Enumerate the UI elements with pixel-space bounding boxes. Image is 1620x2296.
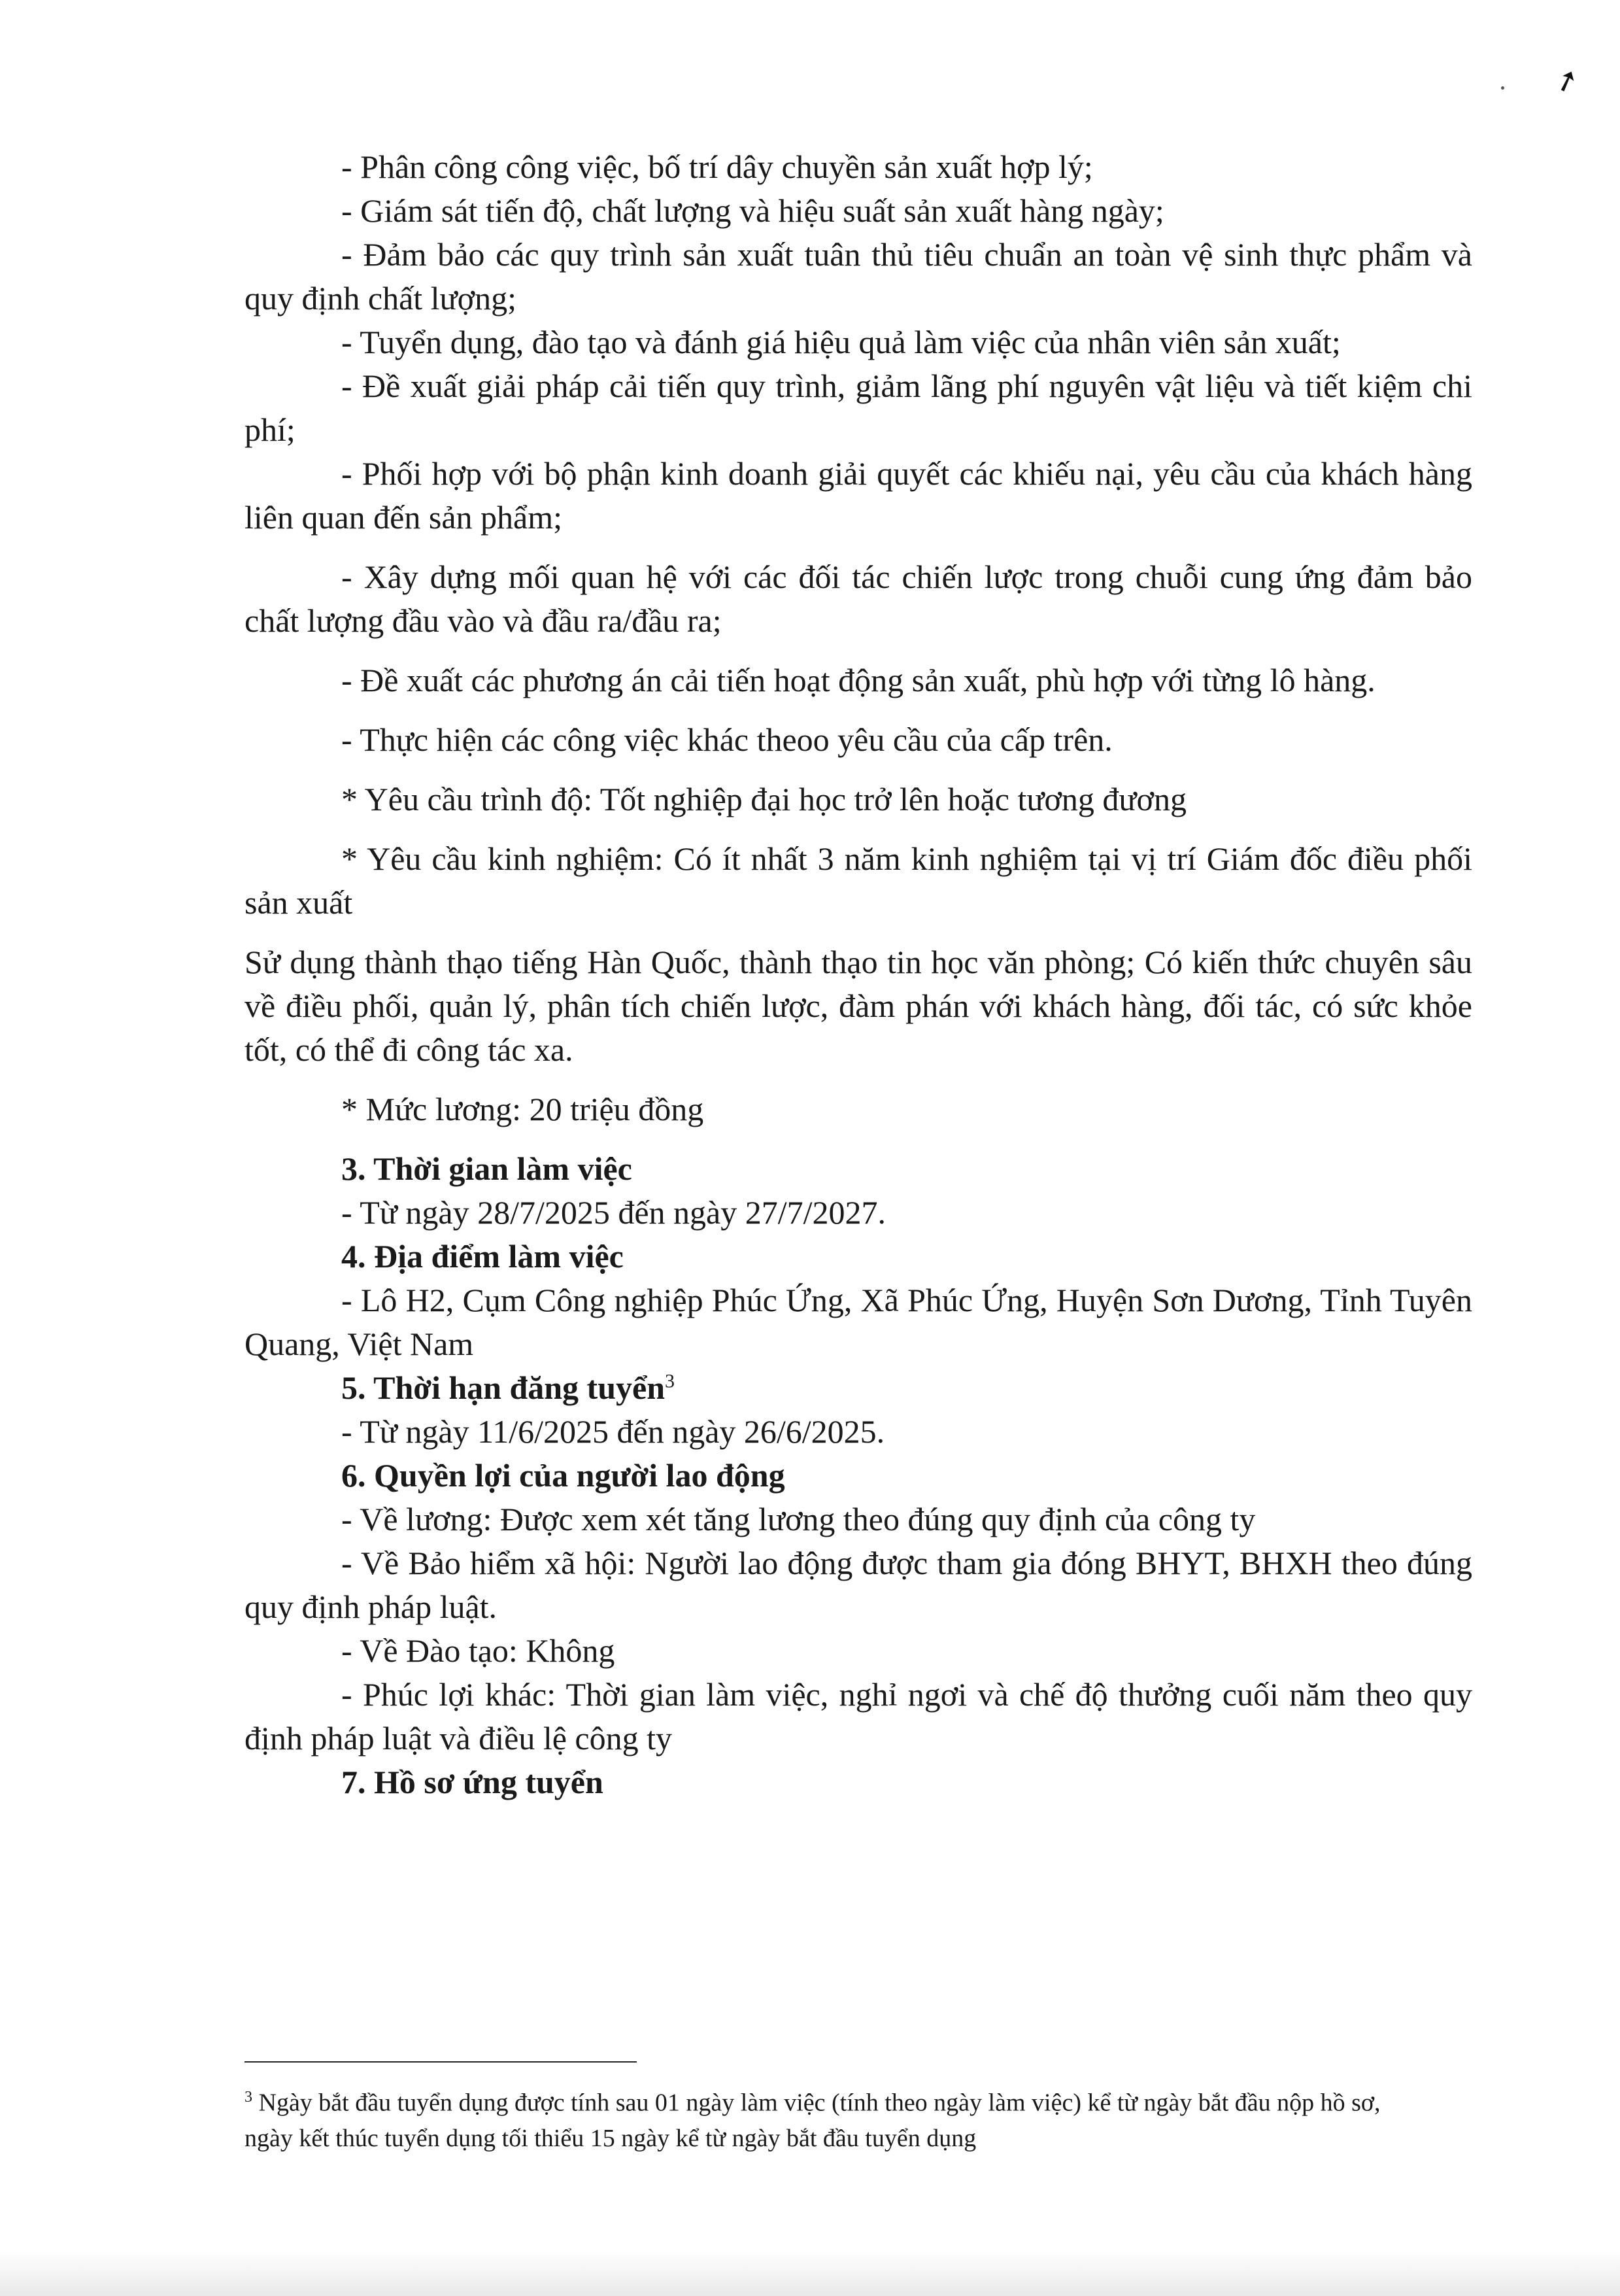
duty-item: - Đảm bảo các quy trình sản xuất tuân thủ tiêu chuẩn an toàn vệ sinh thực phẩm và quy định chất lượng; — [245, 236, 1472, 317]
document-body — [245, 145, 1472, 1804]
benefit-item: - Về Đào tạo: Không — [341, 1632, 615, 1669]
scan-dot — [1501, 86, 1504, 90]
section-5-text: - Từ ngày 11/6/2025 đến ngày 26/6/2025. — [341, 1413, 885, 1450]
duty-item: - Tuyển dụng, đào tạo và đánh giá hiệu quả làm việc của nhân viên sản xuất; — [341, 324, 1341, 360]
duty-item: - Xây dựng mối quan hệ với các đối tác chiến lược trong chuỗi cung ứng đảm bảo chất lượng đầu vào và đầu ra/đầu ra; — [245, 558, 1472, 639]
scan-page-edge — [0, 2250, 1620, 2296]
footnote-ref: 3 — [665, 1370, 675, 1392]
section-6-heading: 6. Quyền lợi của người lao động — [341, 1457, 785, 1494]
section-3-heading: 3. Thời gian làm việc — [341, 1150, 632, 1187]
experience-requirement: * Yêu cầu kinh nghiệm: Có ít nhất 3 năm kinh nghiệm tại vị trí Giám đốc điều phối sản xuất — [245, 840, 1472, 921]
benefit-item: - Phúc lợi khác: Thời gian làm việc, nghỉ ngơi và chế độ thưởng cuối năm theo quy định pháp luật và điều lệ công ty — [245, 1676, 1472, 1756]
section-5-heading — [245, 1366, 1472, 1410]
benefit-item: - Về lương: Được xem xét tăng lương theo đúng quy định của công ty — [341, 1501, 1256, 1537]
skills-requirement: Sử dụng thành thạo tiếng Hàn Quốc, thành thạo tin học văn phòng; Có kiến thức chuyên sâu về điều phối, quản lý, phân tích chiến lược, đàm phán với khách hàng, đối tác, có sức khỏe tốt, có thể đi công tác xa. — [245, 944, 1472, 1068]
duty-item: - Giám sát tiến độ, chất lượng và hiệu suất sản xuất hàng ngày; — [341, 192, 1164, 229]
pen-mark-icon: ➚ — [1549, 61, 1584, 100]
section-5-heading-text: 5. Thời hạn đăng tuyển — [341, 1369, 666, 1406]
section-4-text: - Lô H2, Cụm Công nghiệp Phúc Ứng, Xã Phúc Ứng, Huyện Sơn Dương, Tỉnh Tuyên Quang, Việt Nam — [245, 1282, 1472, 1362]
duty-item: - Thực hiện các công việc khác theoo yêu cầu của cấp trên. — [341, 721, 1113, 758]
education-requirement: * Yêu cầu trình độ: Tốt nghiệp đại học trở lên hoặc tương đương — [341, 781, 1187, 817]
duty-item: - Đề xuất giải pháp cải tiến quy trình, giảm lãng phí nguyên vật liệu và tiết kiệm chi phí; — [245, 368, 1472, 448]
footnote-number: 3 — [245, 2089, 252, 2106]
duty-item: - Đề xuất các phương án cải tiến hoạt động sản xuất, phù hợp với từng lô hàng. — [341, 662, 1375, 698]
duty-item: - Phân công công việc, bố trí dây chuyền sản xuất hợp lý; — [341, 148, 1093, 185]
salary: * Mức lương: 20 triệu đồng — [341, 1091, 704, 1127]
footnote-text: Ngày bắt đầu tuyển dụng được tính sau 01 ngày làm việc (tính theo ngày làm việc) kể từ ngày bắt đầu nộp hồ sơ, ngày kết thúc tuyển dụng tối thiểu 15 ngày kể từ ngày bắt đầu tuyển dụng — [245, 2089, 1381, 2152]
section-3-text: - Từ ngày 28/7/2025 đến ngày 27/7/2027. — [341, 1194, 886, 1231]
duty-item: - Phối hợp với bộ phận kinh doanh giải quyết các khiếu nại, yêu cầu của khách hàng liên quan đến sản phẩm; — [245, 455, 1472, 536]
footnote-divider — [245, 2061, 637, 2063]
footnote — [245, 2080, 1382, 2156]
benefit-item: - Về Bảo hiểm xã hội: Người lao động được tham gia đóng BHYT, BHXH theo đúng quy định pháp luật. — [245, 1545, 1472, 1625]
section-4-heading: 4. Địa điểm làm việc — [341, 1238, 624, 1275]
section-7-heading: 7. Hồ sơ ứng tuyển — [341, 1764, 603, 1800]
